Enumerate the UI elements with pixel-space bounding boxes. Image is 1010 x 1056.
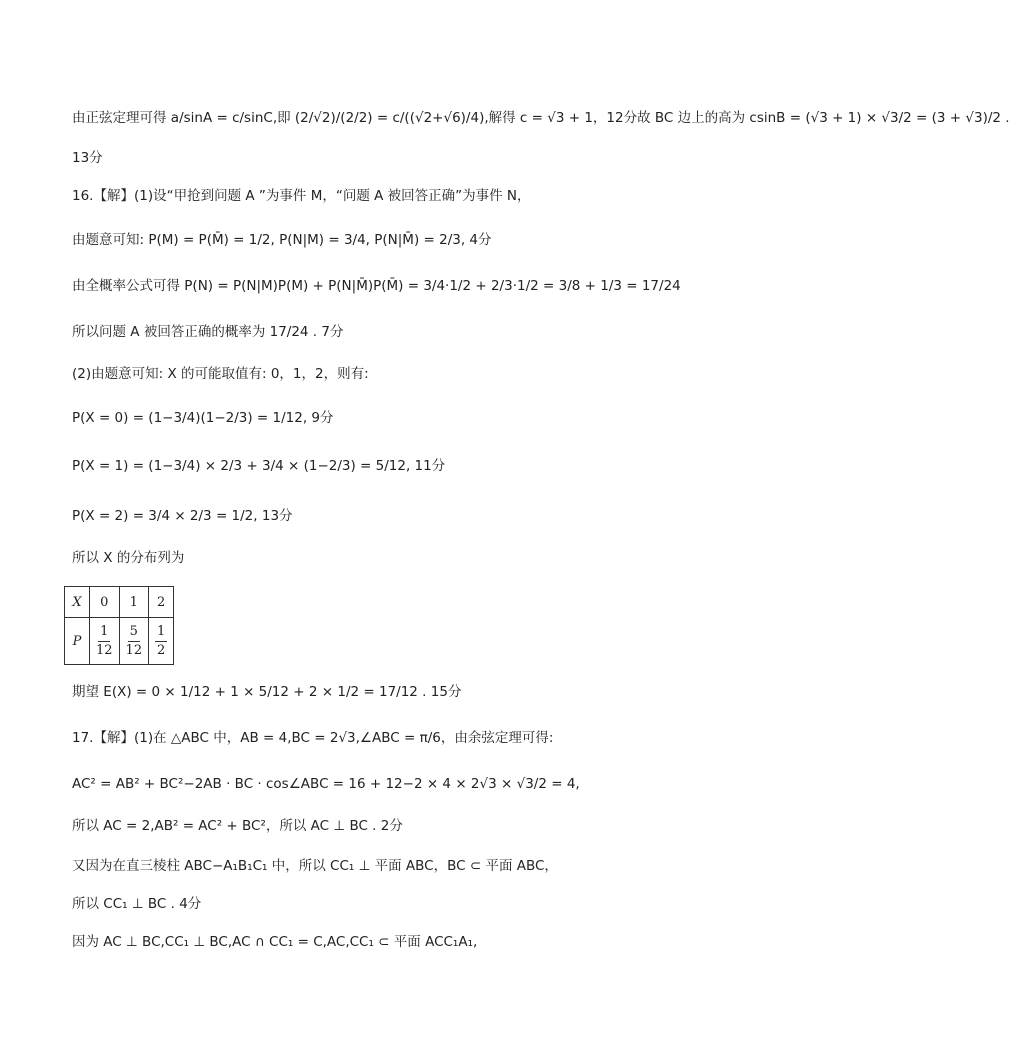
- text-line-9: P(X = 1) = (1−3/4) × 2/3 + 3/4 × (1−2/3) = 5/12, 11分: [72, 458, 446, 474]
- fraction: [155, 623, 167, 660]
- distribution-table: [64, 586, 174, 665]
- text-line-7: (2)由题意可知: X 的可能取值有: 0，1，2，则有:: [72, 366, 369, 382]
- text-line-13: 17.【解】(1)在 △ABC 中，AB = 4,BC = 2√3,∠ABC = π/6，由余弦定理可得:: [72, 730, 554, 746]
- table-cell: [119, 618, 149, 665]
- text-line-8: P(X = 0) = (1−3/4)(1−2/3) = 1/12, 9分: [72, 410, 334, 426]
- text-line-6: 所以问题 A 被回答正确的概率为 17/24 . 7分: [72, 324, 344, 340]
- text-line-15: 所以 AC = 2,AB² = AC² + BC²，所以 AC ⊥ BC . 2分: [72, 818, 403, 834]
- text-line-11: 所以 X 的分布列为: [72, 550, 185, 566]
- denominator: 12: [96, 642, 113, 658]
- table-cell: [149, 618, 174, 665]
- text-line-3: 16.【解】(1)设“甲抢到问题 A ”为事件 M，“问题 A 被回答正确”为事件 N，: [72, 188, 531, 204]
- fraction: [124, 623, 145, 660]
- text-line-5: 由全概率公式可得 P(N) = P(N|M)P(M) + P(N|M̄)P(M̄) = 3/4·1/2 + 2/3·1/2 = 3/8 + 1/3 = 17/24: [72, 278, 681, 294]
- text-line-4: 由题意可知: P(M) = P(M̄) = 1/2, P(N|M) = 3/4, P(N|M̄) = 2/3, 4分: [72, 232, 492, 248]
- text-line-12: 期望 E(X) = 0 × 1/12 + 1 × 5/12 + 2 × 1/2 = 17/12 . 15分: [72, 684, 462, 700]
- table-row: [65, 587, 174, 618]
- text-line-18: 因为 AC ⊥ BC,CC₁ ⊥ BC,AC ∩ CC₁ = C,AC,CC₁ ⊂ 平面 ACC₁A₁,: [72, 934, 478, 950]
- table-row: [65, 618, 174, 665]
- table-cell: 0: [90, 587, 120, 618]
- text-line-14: AC² = AB² + BC²−2AB · BC · cos∠ABC = 16 + 12−2 × 4 × 2√3 × √3/2 = 4,: [72, 776, 580, 792]
- text-line-10: P(X = 2) = 3/4 × 2/3 = 1/2, 13分: [72, 508, 293, 524]
- numerator: 1: [98, 623, 110, 642]
- text-line-2: 13分: [72, 150, 103, 166]
- denominator: 12: [125, 642, 143, 658]
- table-cell: 1: [119, 587, 149, 618]
- text-line-16: 又因为在直三棱柱 ABC−A₁B₁C₁ 中，所以 CC₁ ⊥ 平面 ABC，BC ⊂ 平面 ABC，: [72, 858, 558, 874]
- table-cell: P: [65, 618, 90, 665]
- table-cell: [90, 618, 120, 665]
- fraction: [94, 623, 115, 660]
- numerator: 5: [128, 623, 140, 642]
- denominator: 2: [156, 642, 166, 658]
- numerator: 1: [155, 623, 167, 642]
- text-line-1: 由正弦定理可得 a/sinA = c/sinC,即 (2/√2)/(2/2) = c/((√2+√6)/4),解得 c = √3 + 1，12分故 BC 边上的高为 csinB = (√3 + 1) × √3/2 = (3 + √3)/2 .: [72, 110, 1010, 126]
- table-cell: X: [65, 587, 90, 618]
- table-cell: 2: [149, 587, 174, 618]
- text-line-17: 所以 CC₁ ⊥ BC . 4分: [72, 896, 202, 912]
